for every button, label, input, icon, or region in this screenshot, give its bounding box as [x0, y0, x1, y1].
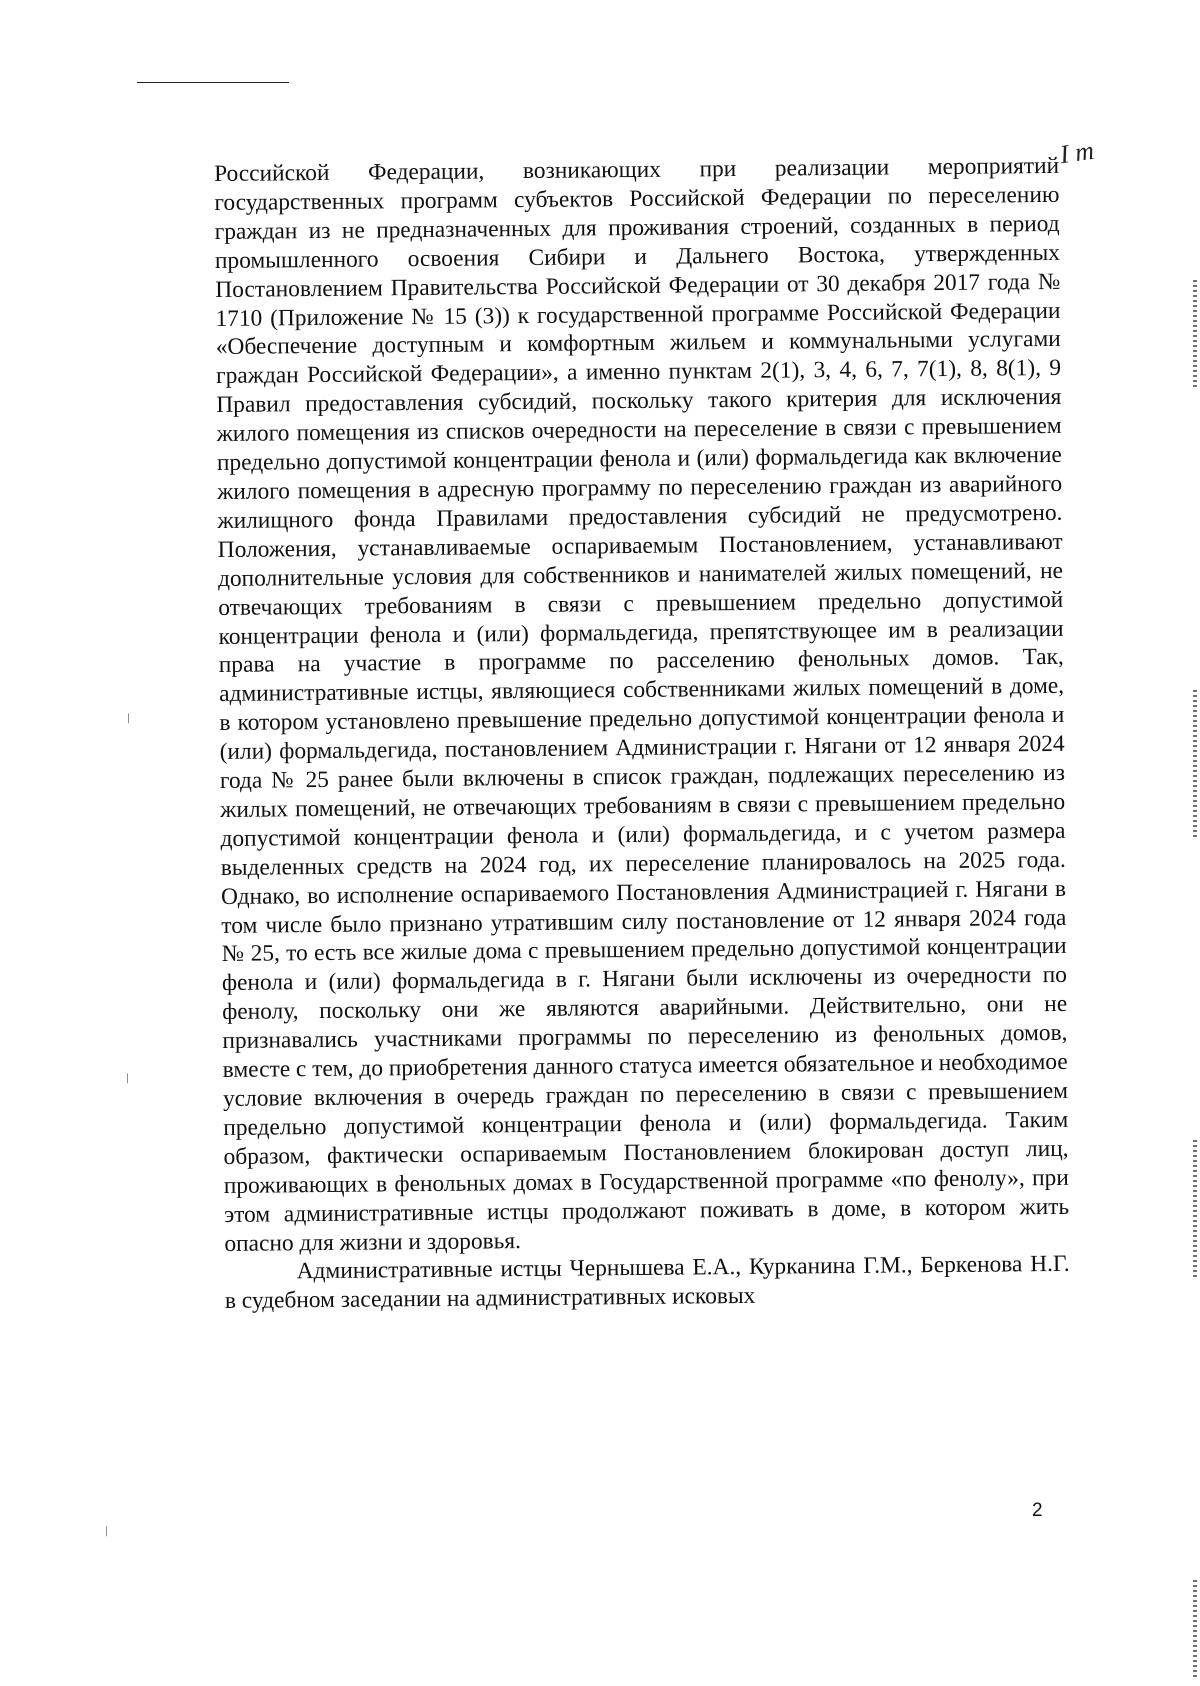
- page-number: 2: [1032, 1500, 1043, 1521]
- document-body: [214, 152, 1070, 1316]
- handwritten-corner-mark: I m: [1058, 135, 1096, 170]
- scan-edge-artifact: [1193, 1580, 1197, 1680]
- scan-speck: [128, 713, 135, 727]
- scan-speck: [106, 1526, 113, 1540]
- paragraph-continued: Российской Федерации, возникающих при реализации мероприятий государственных программ субъектов Российской Федерации по переселению граждан из не предназначенных для проживания строений, созданных в период промышленного освоения Сибири и Дальнего Востока, утвержденных Постановлением Правительства Российской Федерации от 30 декабря 2017 года № 1710 (Приложение № 15 (3)) к государственной программе Российской Федерации «Обеспечение доступным и комфортным жильем и коммунальными услугами граждан Российской Федерации», а именно пунктам 2(1), 3, 4, 6, 7, 7(1), 8, 8(1), 9 Правил предоставления субсидий, поскольку такого критерия для исключения жилого помещения из списков очередности на переселение в связи с превышением предельно допустимой концентрации фенола и (или) формальдегида как включение жилого помещения в адресную программу по переселению граждан из аварийного жилищного фонда Правилами предоставления субсидий не предусмотрено. Положения, устанавливаемые оспариваемым Постановлением, устанавливают дополнительные условия для собственников и нанимателей жилых помещений, не отвечающих требованиям в связи с превышением предельно допустимой концентрации фенола и (или) формальдегида, препятствующее им в реализации права на участие в программе по расселению фенольных домов. Так, административные истцы, являющиеся собственниками жилых помещений в доме, в котором установлено превышение предельно допустимой концентрации фенола и (или) формальдегида, постановлением Администрации г. Нягани от 12 января 2024 года № 25 ранее были включены в список граждан, подлежащих переселению из жилых помещений, не отвечающих требованиям в связи с превышением предельно допустимой концентрации фенола и (или) формальдегида, и с учетом размера выделенных средств на 2024 год, их переселение планировалось на 2025 года. Однако, во исполнение оспариваемого Постановления Администрацией г. Нягани в том числе было признано утратившим силу постановление от 12 января 2024 года № 25, то есть все жилые дома с превышением предельно допустимой концентрации фенола и (или) формальдегида в г. Нягани были исключены из очередности по фенолу, поскольку они же являются аварийными. Действительно, они не признавались участниками программы по переселению из фенольных домов, вместе с тем, до приобретения данного статуса имеется обязательное и необходимое условие включения в очередь граждан по переселению в связи с превышением предельно допустимой концентрации фенола и (или) формальдегида. Таким образом, фактически оспариваемым Постановлением блокирован доступ лиц, проживающих в фенольных домах в Государственной программе «по фенолу», при этом административные истцы продолжают поживать в доме, в котором жить опасно для жизни и здоровья.: [214, 152, 1070, 1257]
- scan-edge-artifact: [1193, 690, 1197, 840]
- scan-speck: [127, 1073, 134, 1087]
- paragraph-plaintiffs: Административные истцы Чернышева Е.А., Курканина Г.М., Беркенова Н.Г. в судебном заседании на административных исковых: [224, 1251, 1070, 1315]
- scan-edge-artifact: [1193, 280, 1197, 390]
- scan-edge-artifact: [1193, 1140, 1197, 1280]
- top-rule-divider: [137, 82, 289, 83]
